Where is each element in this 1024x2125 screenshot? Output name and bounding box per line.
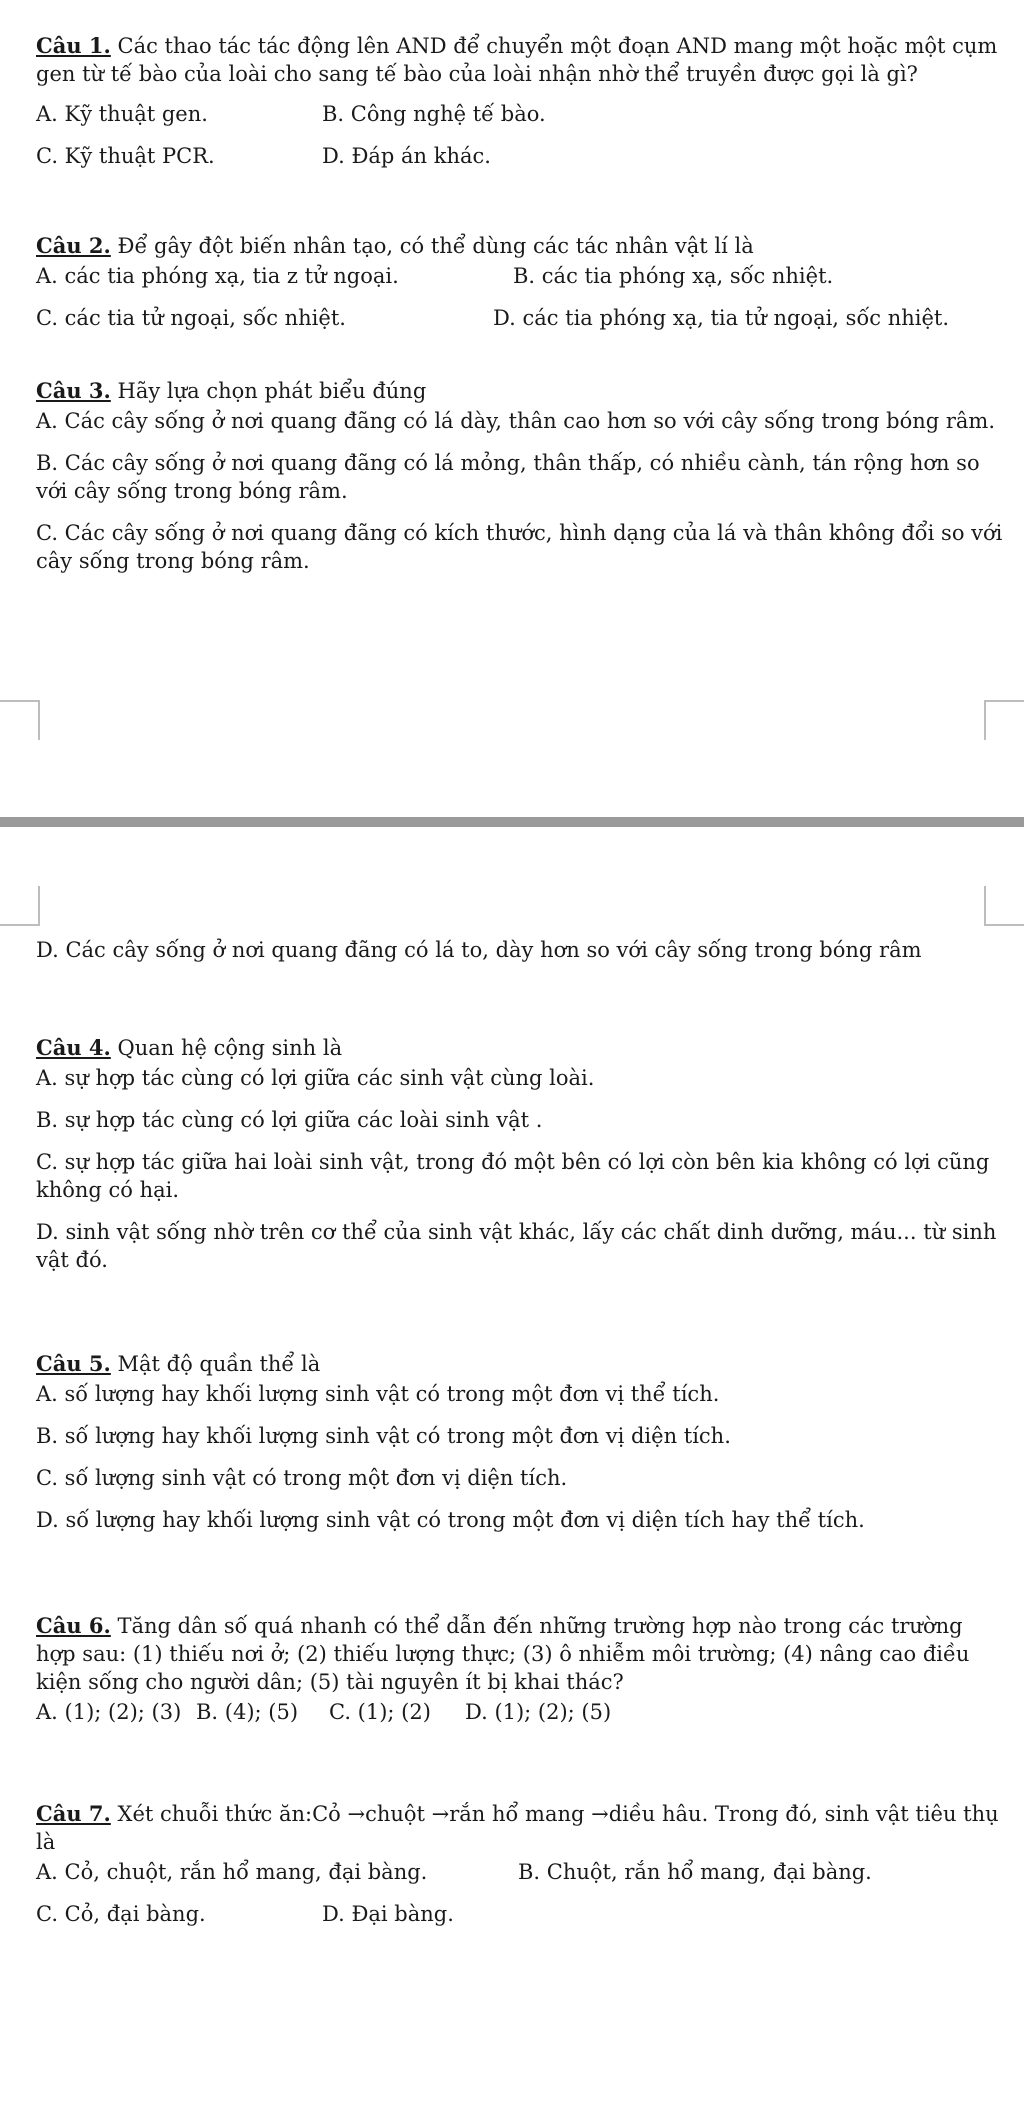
question-6-option-a[interactable]: A. (1); (2); (3) [36, 1700, 182, 1724]
question-5 [36, 1350, 1006, 1548]
question-5-option-b[interactable]: B. số lượng hay khối lượng sinh vật có trong một đơn vị diện tích. [36, 1424, 731, 1448]
question-5-stem [36, 1350, 1006, 1378]
question-3-option-a[interactable]: A. Các cây sống ở nơi quang đãng có lá dày, thân cao hơn so với cây sống trong bóng râm. [36, 409, 995, 433]
question-6-stem [36, 1612, 1006, 1696]
page-corner-mark [984, 886, 1024, 926]
question-6-text: Tăng dân số quá nhanh có thể dẫn đến những trường hợp nào trong các trường hợp sau: (1) thiếu nơi ở; (2) thiếu lượng thực; (3) ô nhiễm môi trường; (4) nâng cao điều kiện sống cho người dân; (5) tài nguyên ít bị khai thác? [36, 1614, 970, 1694]
question-3-title: Câu 3. [36, 378, 111, 403]
question-5-text: Mật độ quần thể là [110, 1352, 321, 1376]
question-4-option-c[interactable]: C. sự hợp tác giữa hai loài sinh vật, trong đó một bên có lợi còn bên kia không có lợi cũng không có hại. [36, 1150, 990, 1202]
question-4-option-a[interactable]: A. sự hợp tác cùng có lợi giữa các sinh vật cùng loài. [36, 1066, 595, 1090]
question-4-text: Quan hệ cộng sinh là [110, 1036, 343, 1060]
question-5-title: Câu 5. [36, 1351, 111, 1376]
question-3-stem [36, 377, 1006, 405]
question-1-option-a[interactable]: A. Kỹ thuật gen. [36, 102, 208, 126]
question-6-option-c[interactable]: C. (1); (2) [329, 1700, 431, 1724]
question-3-text: Hãy lựa chọn phát biểu đúng [110, 379, 427, 403]
question-1-option-b[interactable]: B. Công nghệ tế bào. [322, 102, 546, 126]
question-6 [36, 1612, 1006, 1740]
question-6-options-row [36, 1698, 1006, 1726]
question-7-title: Câu 7. [36, 1801, 111, 1826]
question-7-stem [36, 1800, 1006, 1856]
question-3-option-d[interactable]: D. Các cây sống ở nơi quang đãng có lá to, dày hơn so với cây sống trong bóng râm [36, 938, 922, 962]
question-4 [36, 1034, 1006, 1288]
question-2-option-b[interactable]: B. các tia phóng xạ, sốc nhiệt. [513, 264, 834, 288]
page-corner-mark [0, 700, 40, 740]
question-2-option-a[interactable]: A. các tia phóng xạ, tia z tử ngoại. [36, 264, 399, 288]
question-2-options-row-1 [36, 262, 1006, 290]
question-2 [36, 232, 1006, 346]
question-3-option-b[interactable]: B. Các cây sống ở nơi quang đãng có lá mỏng, thân thấp, có nhiều cành, tán rộng hơn so với cây sống trong bóng râm. [36, 451, 980, 503]
question-1-options-row-1 [36, 100, 1006, 128]
question-4-option-b[interactable]: B. sự hợp tác cùng có lợi giữa các loài sinh vật . [36, 1108, 543, 1132]
question-7-options-row-1 [36, 1858, 1006, 1886]
question-2-option-d[interactable]: D. các tia phóng xạ, tia tử ngoại, sốc nhiệt. [493, 306, 950, 330]
question-5-option-a[interactable]: A. số lượng hay khối lượng sinh vật có trong một đơn vị thể tích. [36, 1382, 720, 1406]
question-2-option-c[interactable]: C. các tia tử ngoại, sốc nhiệt. [36, 306, 346, 330]
question-3-continued [36, 936, 1006, 978]
question-2-stem [36, 232, 1006, 260]
page-corner-mark [984, 700, 1024, 740]
page-separator [0, 817, 1024, 827]
question-2-text: Để gây đột biến nhân tạo, có thể dùng các tác nhân vật lí là [110, 234, 754, 258]
question-2-title: Câu 2. [36, 233, 111, 258]
question-1-title: Câu 1. [36, 33, 111, 58]
question-5-option-c[interactable]: C. số lượng sinh vật có trong một đơn vị diện tích. [36, 1466, 568, 1490]
question-7 [36, 1800, 1006, 1942]
question-1-options-row-2 [36, 142, 1006, 170]
question-7-option-d[interactable]: D. Đại bàng. [322, 1902, 454, 1926]
question-4-stem [36, 1034, 1006, 1062]
page-gap [0, 790, 1024, 910]
question-7-option-c[interactable]: C. Cỏ, đại bàng. [36, 1902, 206, 1926]
question-6-option-b[interactable]: B. (4); (5) [196, 1700, 299, 1724]
question-7-option-b[interactable]: B. Chuột, rắn hổ mang, đại bàng. [518, 1860, 872, 1884]
question-7-text: Xét chuỗi thức ăn:Cỏ →chuột →rắn hổ mang →diều hâu. Trong đó, sinh vật tiêu thụ là [36, 1802, 999, 1854]
question-3-option-c[interactable]: C. Các cây sống ở nơi quang đãng có kích thước, hình dạng của lá và thân không đổi so với cây sống trong bóng râm. [36, 521, 1003, 573]
question-1-option-c[interactable]: C. Kỹ thuật PCR. [36, 144, 215, 168]
question-4-title: Câu 4. [36, 1035, 111, 1060]
question-7-option-a[interactable]: A. Cỏ, chuột, rắn hổ mang, đại bàng. [36, 1860, 428, 1884]
question-7-options-row-2 [36, 1900, 1006, 1928]
page-corner-mark [0, 886, 40, 926]
question-6-title: Câu 6. [36, 1613, 111, 1638]
question-2-options-row-2 [36, 304, 1006, 332]
question-4-option-d[interactable]: D. sinh vật sống nhờ trên cơ thể của sinh vật khác, lấy các chất dinh dưỡng, máu... từ sinh vật đó. [36, 1220, 997, 1272]
question-1 [36, 32, 1006, 184]
question-1-option-d[interactable]: D. Đáp án khác. [322, 144, 491, 168]
question-5-option-d[interactable]: D. số lượng hay khối lượng sinh vật có trong một đơn vị diện tích hay thể tích. [36, 1508, 865, 1532]
question-1-text: Các thao tác tác động lên AND để chuyển một đoạn AND mang một hoặc một cụm gen từ tế bào của loài cho sang tế bào của loài nhận nhờ thể truyền được gọi là gì? [36, 34, 998, 86]
question-3 [36, 377, 1006, 589]
question-6-option-d[interactable]: D. (1); (2); (5) [465, 1700, 612, 1724]
question-1-stem [36, 32, 1006, 88]
